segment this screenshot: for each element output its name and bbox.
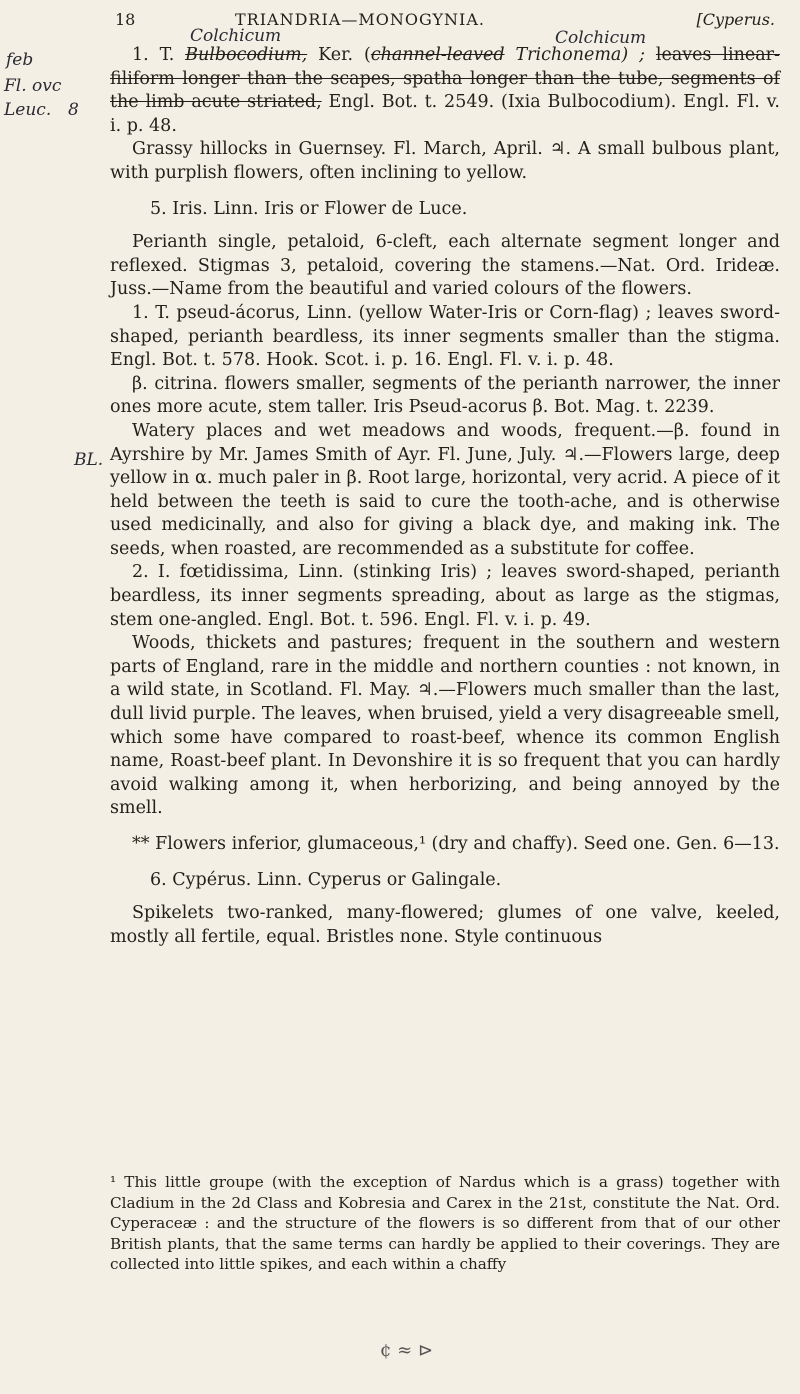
handwritten-insert-2: Colchicum xyxy=(555,28,647,48)
entry-bulbocodium: 1. T. Bulbocodium, Ker. (channel-leaved Trichonema) ; leaves linear-filiform longer than the scapes, spatha longer than the tube, segments of the limb acute striated, Engl. Bot. t. 2549. (Ixia Bulbocodium). Engl. Fl. v. i. p. 48. xyxy=(110,45,780,136)
habitat-pseud-acorus: Watery places and wet meadows and woods, frequent.—β. found in Ayrshire by Mr. James Smith of Ayr. Fl. June, July. ♃.—Flowers large, deep yellow in α. much paler in β. Root large, horizontal, very acrid. A piece of it held between the teeth is said to cure the tooth-ache, and is otherwise used medicinally, and also for giving a black dye, and making ink. The seeds, when roasted, are recommended as a substitute for coffee. xyxy=(110,420,780,559)
group-heading: ** Flowers inferior, glumaceous,¹ (dry and chaffy). Seed one. Gen. 6—13. xyxy=(132,834,780,854)
margin-note-5: BL. xyxy=(74,450,104,470)
handwritten-insert-1: Colchicum xyxy=(190,26,282,46)
variety-citrina: β. citrina. flowers smaller, segments of the perianth narrower, the inner ones more acute, stem taller. Iris Pseud-acorus β. Bot. Mag. t. 2239. xyxy=(110,373,780,418)
running-title: TRIANDRIA—MONOGYNIA. xyxy=(235,10,485,29)
margin-note-2: Fl. ovc xyxy=(4,76,62,96)
genus-heading-iris: 5. Iris. Linn. Iris or Flower de Luce. xyxy=(150,198,468,219)
genus-description-cyperus: Spikelets two-ranked, many-flowered; glumes of one valve, keeled, mostly all fertile, equal. Bristles none. Style continuous xyxy=(110,903,780,947)
habitat-foetidissima: Woods, thickets and pastures; frequent in the southern and western parts of England, rare in the middle and northern counties : not known, in a wild state, in Scotland. Fl. May. ♃.—Flowers much smaller than the last, dull livid purple. The leaves, when bruised, yield a very disagreeable smell, which some have compared to roast-beef, whence its common English name, Roast-beef plant. In Devonshire it is so frequent that you can hardly avoid walking among it, when herborizing, and being annoyed by the smell. xyxy=(110,633,780,819)
entry-foetidissima: 2. I. fœtidissima, Linn. (stinking Iris) ; leaves sword-shaped, perianth beardless, its inner segments spreading, about as large as the stigmas, stem one-angled. Engl. Bot. t. 596. Engl. Fl. v. i. p. 49. xyxy=(110,562,780,630)
page-number: 18 xyxy=(115,10,136,29)
running-genus: [Cyperus. xyxy=(696,10,775,29)
footnote: ¹ This little groupe (with the exception of Nardus which is a grass) together with Cladium in the 2d Class and Kobresia and Carex in the 21st, constitute the Nat. Ord. Cyperaceæ : and the structure of the flowers is so different from that of our other British plants, that the same terms can hardly be applied to their coverings. They are collected into little spikes, and each within a chaffy xyxy=(110,1173,780,1273)
habitat-bulbocodium: Grassy hillocks in Guernsey. Fl. March, April. ♃. A small bulbous plant, with purplish flowers, often inclining to yellow. xyxy=(110,139,780,183)
main-text xyxy=(110,44,780,949)
entry-pseud-acorus: 1. T. pseud-ácorus, Linn. (yellow Water-Iris or Corn-flag) ; leaves sword-shaped, perianth beardless, its inner segments smaller than the stigma. Engl. Bot. t. 578. Hook. Scot. i. p. 16. Engl. Fl. v. i. p. 48. xyxy=(110,302,780,371)
genus-heading-cyperus: 6. Cypérus. Linn. Cyperus or Galingale. xyxy=(150,869,502,890)
margin-note-4: 8 xyxy=(68,100,79,120)
margin-note-3: Leuc. xyxy=(4,100,52,120)
genus-description-iris: Perianth single, petaloid, 6-cleft, each alternate segment longer and reflexed. Stigmas 3, petaloid, covering the stamens.—Nat. Ord. Irideæ. Juss.—Name from the beautiful and varied colours of the flowers. xyxy=(110,232,780,300)
margin-note-1: feb xyxy=(6,50,34,70)
bottom-marks: ¢ ≈ ⊳ xyxy=(380,1340,434,1361)
